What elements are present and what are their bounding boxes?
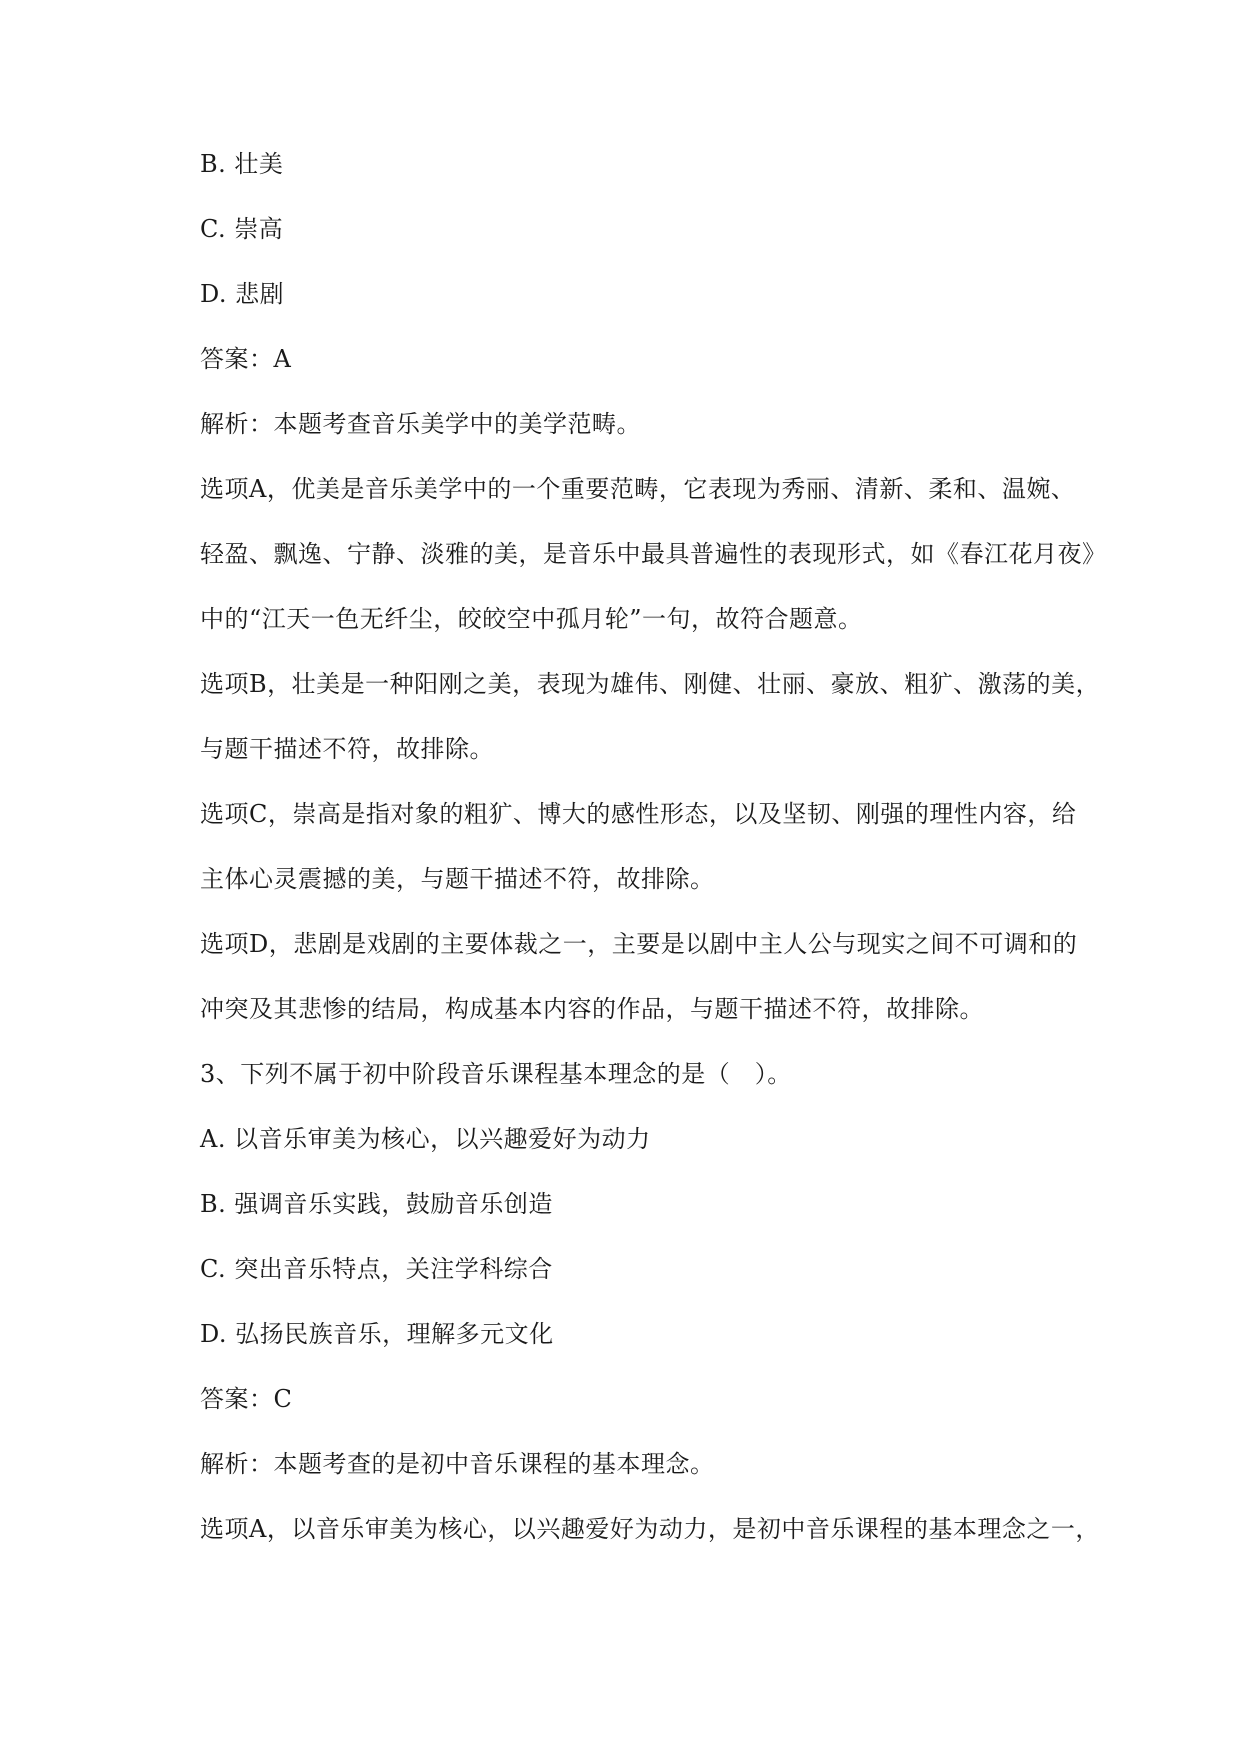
document-body bbox=[200, 146, 1107, 1576]
option-d-line: D. 悲剧 bbox=[200, 280, 285, 308]
paragraph-line: 选项A，以音乐审美为核心，以兴趣爱好为动力，是初中音乐课程的基本理念之一， bbox=[200, 1515, 1100, 1543]
answer-line: 答案：C bbox=[200, 1385, 293, 1413]
paragraph-line: 选项B，壮美是一种阳刚之美，表现为雄伟、刚健、壮丽、豪放、粗犷、激荡的美， bbox=[200, 670, 1101, 698]
paragraph-line: 冲突及其悲惨的结局，构成基本内容的作品，与题干描述不符，故排除。 bbox=[200, 995, 984, 1023]
option-b-line: B. 壮美 bbox=[200, 150, 284, 178]
option-a-line: A. 以音乐审美为核心，以兴趣爱好为动力 bbox=[200, 1125, 651, 1153]
paragraph-line: 中的“江天一色无纤尘，皎皎空中孤月轮”一句，故符合题意。 bbox=[200, 605, 863, 633]
paragraph-line: 选项C，崇高是指对象的粗犷、博大的感性形态，以及坚韧、刚强的理性内容，给 bbox=[200, 800, 1077, 828]
option-c-line: C. 突出音乐特点，关注学科综合 bbox=[200, 1255, 553, 1283]
analysis-line: 解析：本题考查音乐美学中的美学范畴。 bbox=[200, 410, 641, 438]
paragraph-line: 主体心灵震撼的美，与题干描述不符，故排除。 bbox=[200, 865, 715, 893]
option-d-line: D. 弘扬民族音乐，理解多元文化 bbox=[200, 1320, 554, 1348]
paragraph-line: 轻盈、飘逸、宁静、淡雅的美，是音乐中最具普遍性的表现形式，如《春江花月夜》 bbox=[200, 540, 1107, 568]
analysis-line: 解析：本题考查的是初中音乐课程的基本理念。 bbox=[200, 1450, 715, 1478]
paragraph-line: 与题干描述不符，故排除。 bbox=[200, 735, 494, 763]
option-c-line: C. 崇高 bbox=[200, 215, 284, 243]
paragraph-line: 选项A，优美是音乐美学中的一个重要范畴，它表现为秀丽、清新、柔和、温婉、 bbox=[200, 475, 1076, 503]
paragraph-line: 选项D，悲剧是戏剧的主要体裁之一，主要是以剧中主人公与现实之间不可调和的 bbox=[200, 930, 1078, 958]
option-b-line: B. 强调音乐实践，鼓励音乐创造 bbox=[200, 1190, 553, 1218]
answer-line: 答案：A bbox=[200, 345, 292, 373]
question-line: 3、下列不属于初中阶段音乐课程基本理念的是（ ）。 bbox=[200, 1060, 792, 1088]
